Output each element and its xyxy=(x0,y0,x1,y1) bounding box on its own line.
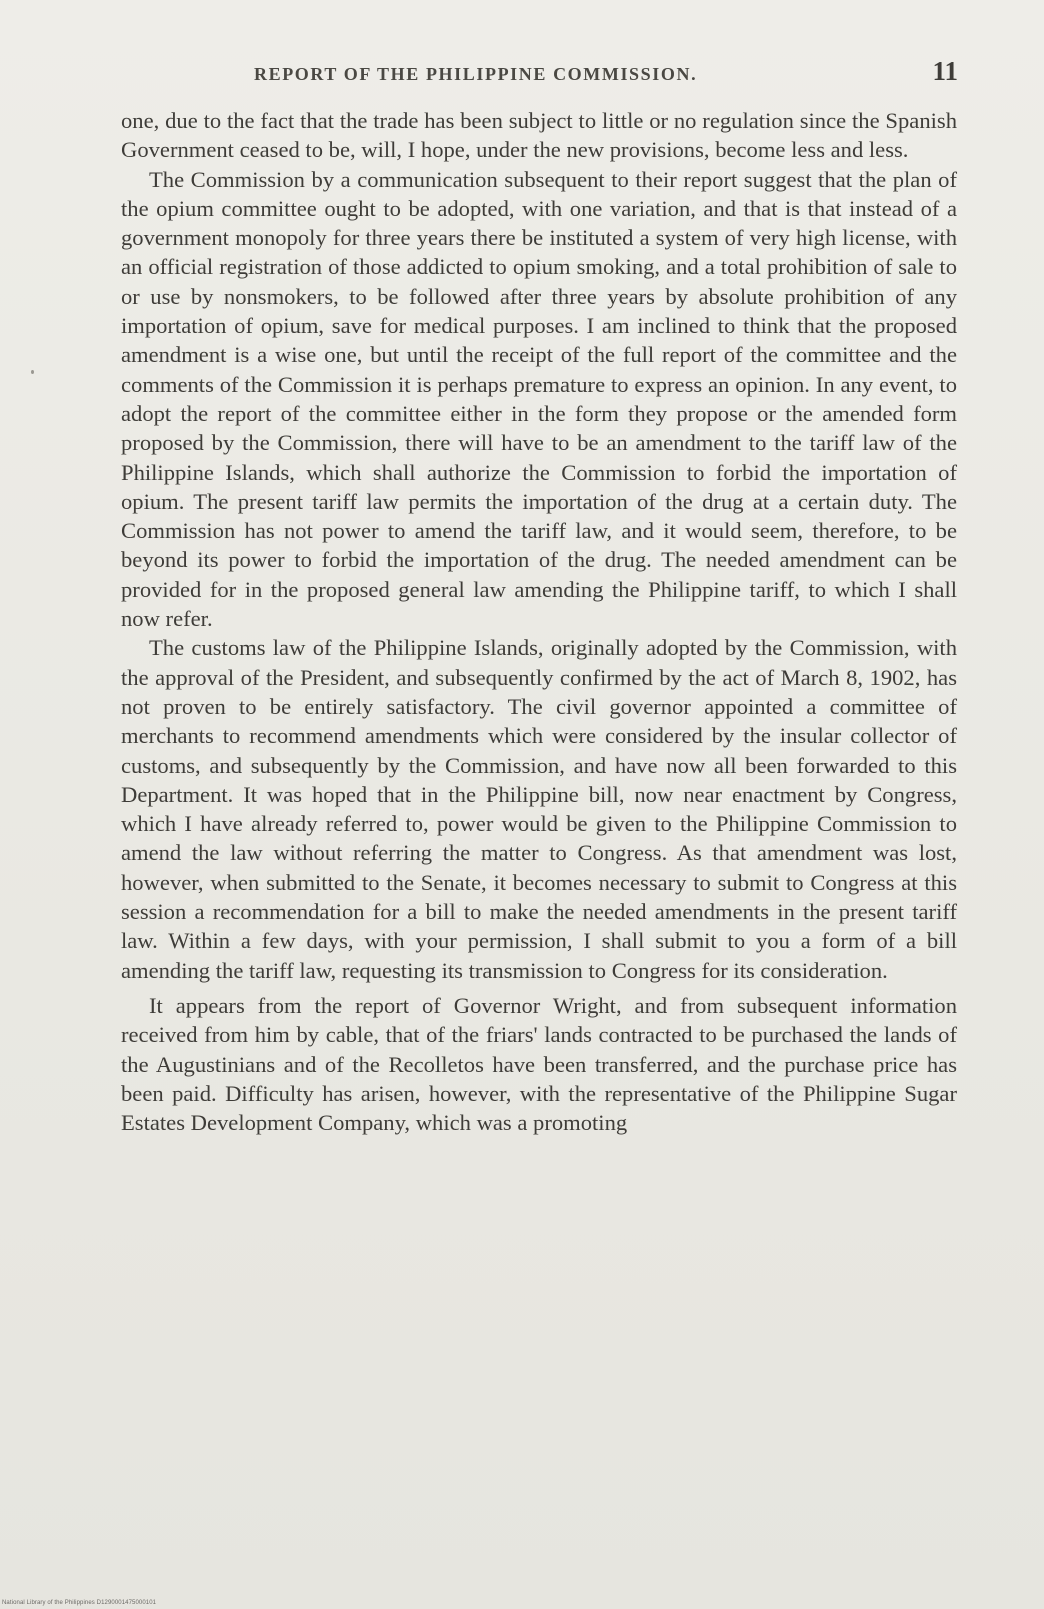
paragraph-friars-lands: It appears from the report of Governor Wright, and from subsequent information received from him by cable, that of the friars' lands contracted to be purchased the lands of the Augustinians and of the Recolletos have been transferred, and the purchase price has been paid. Difficulty has arisen, however, with the representative of the Philippine Sugar Estates Development Company, which was a promoting xyxy=(121,992,957,1136)
paragraph-customs-law: The customs law of the Philippine Islands, originally adopted by the Commission, with the approval of the President, and subsequently confirmed by the act of March 8, 1902, has not proven to be entirely satisfactory. The civil governor appointed a committee of merchants to recommend amendments which were considered by the insular collector of customs, and subsequently by the Commission, and have now all been forwarded to this Department. It was hoped that in the Philippine bill, now near enactment by Congress, which I have already referred to, power would be given to the Philippine Commission to amend the law without referring the matter to Congress. As that amendment was lost, however, when submitted to the Senate, it becomes necessary to submit to Congress at this session a recommendation for a bill to make the needed amendments in the present tariff law. Within a few days, with your permission, I shall submit to you a form of a bill amending the tariff law, requesting its transmission to Congress for its consideration. xyxy=(121,635,957,983)
running-head: REPORT OF THE PHILIPPINE COMMISSION. xyxy=(254,64,698,84)
scan-credit: National Library of the Philippines D1290001475000101 xyxy=(2,1600,157,1606)
page-header xyxy=(120,56,958,94)
page-number: 11 xyxy=(932,56,958,86)
body-text xyxy=(121,106,957,1137)
paragraph-opium-committee: The Commission by a communication subsequent to their report suggest that the plan of the opium committee ought to be adopted, with one variation, and that is that instead of a government monopoly for three years there be instituted a system of very high license, with an official registration of those addicted to opium smoking, and a total prohibition of sale to or use by nonsmokers, to be followed after three years by absolute prohibition of any importation of opium, save for medical purposes. I am inclined to think that the proposed amendment is a wise one, but until the receipt of the full report of the committee and the comments of the Commission it is perhaps premature to express an opinion. In any event, to adopt the report of the committee either in the form they propose or the amended form proposed by the Commission, there will have to be an amendment to the tariff law of the Philippine Islands, which shall authorize the Commission to forbid the importation of opium. The present tariff law permits the importation of the drug at a certain duty. The Commission has not power to amend the tariff law, and it would seem, therefore, to be beyond its power to forbid the importation of the drug. The needed amendment can be provided for in the proposed general law amending the Philippine tariff, to which I shall now refer. xyxy=(121,166,957,632)
paragraph-continued: one, due to the fact that the trade has been subject to little or no regulation since the Spanish Government ceased to be, will, I hope, under the new provisions, become less and less. xyxy=(121,108,957,163)
scan-speck xyxy=(31,370,34,374)
